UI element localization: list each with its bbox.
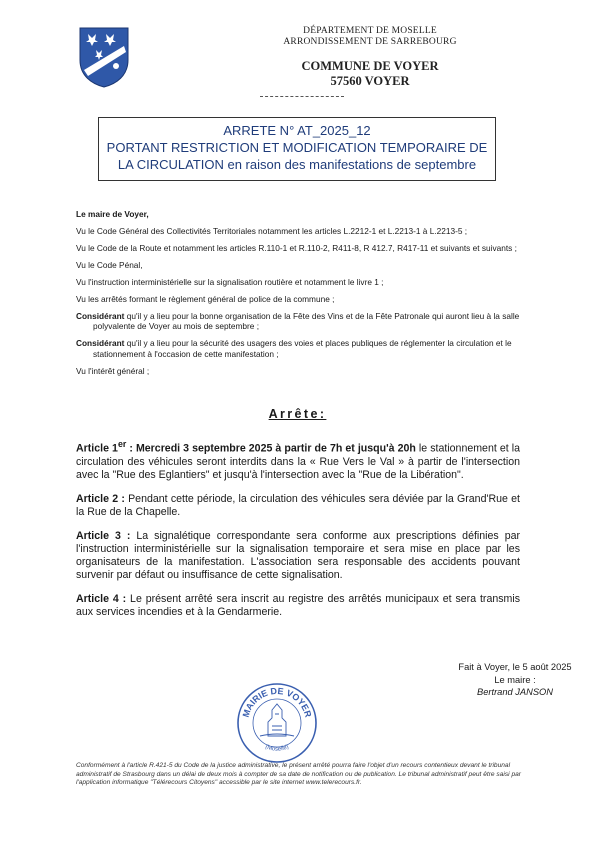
- preamble: [76, 209, 524, 383]
- decree-title-lead: LA CIRCULATION: [117, 157, 224, 172]
- article-3: [76, 530, 520, 582]
- legal-footer: Conformément à l'article R.421-5 du Code de la justice administrative, le présent arrêté pourra faire l'objet d'un recours contentieux devant le tribunal administratif de Strasbourg dans un délai de deux mois à compter de sa date de notification ou de publication. Le tribunal administratif peut être saisi par l'application informatique "Télérecours Citoyens" accessible par le site internet www.telerecours.fr.: [76, 762, 521, 787]
- stamp-subtext: (Moselle): [264, 744, 290, 753]
- commune-crest-icon: [78, 26, 130, 88]
- considerant-item: [76, 311, 524, 332]
- article-2: [76, 493, 520, 519]
- articles: [76, 438, 520, 631]
- article-3-text: La signalétique correspondante sera conforme aux prescriptions définies par l'instruction interministérielle sur la signalisation temporaire et sera mise en place par les organisateurs de la manifestation. L'association sera responsable des accidents pouvant survenir par défaut ou insuffisance de cette signalisation.: [76, 530, 521, 582]
- preamble-item: Vu le Code de la Route et notamment les articles R.110-1 et R.110-2, R411-8, R 412.7, R417-11 et suivants et suivants ;: [76, 243, 517, 253]
- article-4: [76, 593, 520, 619]
- article-1-text: le stationnement et la circulation des véhicules seront interdits dans la « Rue Vers le Val » à partir de l'intersection avec la "Rue des Eglantiers" et jusqu'à l'intersection avec la "Rue de la Libération".: [76, 442, 520, 481]
- stamp-text: MAIRIE DE VOYER: [240, 685, 314, 719]
- article-3-label: Article 3 :: [76, 530, 131, 542]
- article-1-sup: er: [117, 439, 127, 449]
- arrete-heading: Arrête:: [268, 407, 327, 421]
- decree-title-line1: PORTANT RESTRICTION ET MODIFICATION TEMPORAIRE DE: [106, 140, 488, 155]
- arrondissement-name: ARRONDISSEMENT DE SARREBOURG: [283, 37, 457, 47]
- preamble-item: Vu l'instruction interministérielle sur la signalisation routière et notamment le livre 1 ;: [76, 277, 384, 287]
- preamble-item: Vu les arrêtés formant le règlement général de police de la commune ;: [76, 294, 335, 304]
- considerant-lead: Considérant: [76, 311, 125, 321]
- preamble-item: Le maire de Voyer,: [76, 209, 149, 219]
- decree-title-rest: en raison des manifestations de septembre: [223, 157, 477, 172]
- article-4-label: Article 4 :: [76, 593, 127, 606]
- preamble-item: Vu le Code Général des Collectivités Territoriales notamment les articles L.2212-1 et L.2213-1 à L.2213-5 ;: [76, 226, 468, 236]
- article-1: [76, 438, 520, 482]
- commune-header: [170, 59, 570, 89]
- decree-title-box: [98, 117, 496, 181]
- preamble-item: Vu le Code Pénal,: [76, 260, 143, 270]
- considerant-lead: Considérant: [76, 338, 125, 349]
- article-2-text: Pendant cette période, la circulation des véhicules sera déviée par la Grand'Rue et la Rue de la Chapelle.: [76, 492, 521, 518]
- signature-role: Le maire :: [494, 675, 536, 685]
- considerant-text: qu'il y a lieu pour la sécurité des usagers des voies et places publiques de réglementer la circulation et le stationnement à l'occasion de cette manifestation ;: [93, 338, 512, 359]
- svg-text:(Moselle): [264, 744, 290, 753]
- signature-place-date: Fait à Voyer, le 5 août 2025: [458, 662, 572, 672]
- decree-title-line2: [99, 156, 495, 173]
- mairie-stamp-icon: [236, 682, 318, 764]
- commune-name: COMMUNE DE VOYER: [301, 59, 439, 73]
- decree-number: ARRETE N° AT_2025_12: [223, 123, 371, 138]
- commune-postal: 57560 VOYER: [330, 74, 410, 88]
- article-2-label: Article 2 :: [76, 492, 125, 505]
- department-name: DÉPARTEMENT DE MOSELLE: [303, 26, 437, 36]
- considerant-text: qu'il y a lieu pour la bonne organisation de la Fête des Vins et de la Fête Patronale qui auront lieu à la salle polyvalente de Voyer au mois de septembre ;: [93, 311, 520, 332]
- article-1-label: Article 1: [76, 442, 118, 455]
- article-4-text: Le présent arrêté sera inscrit au registre des arrêtés municipaux et sera transmis aux services incendies et à la Gendarmerie.: [76, 593, 520, 619]
- signature-name: Bertrand JANSON: [477, 687, 553, 697]
- preamble-item: Vu l'intérêt général ;: [76, 365, 150, 376]
- department-header: [170, 26, 570, 48]
- header-separator: [260, 96, 344, 97]
- considerant-item: [76, 338, 524, 359]
- article-1-date: : Mercredi 3 septembre 2025 à partir de 7h et jusqu'à 20h: [126, 442, 416, 455]
